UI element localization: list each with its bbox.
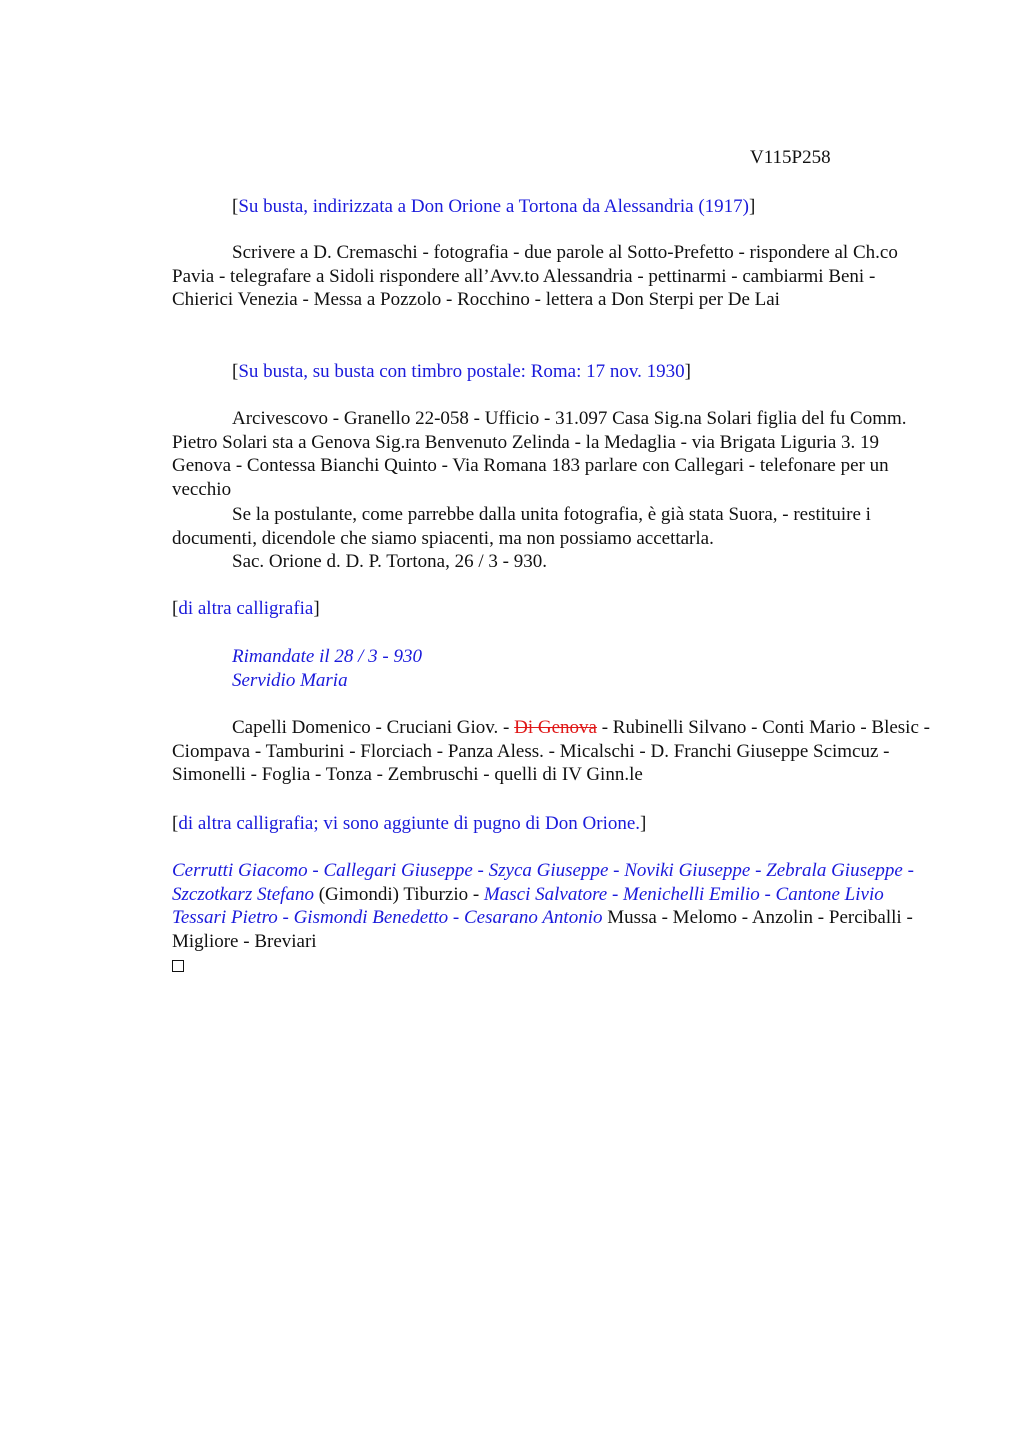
italic-return-date: Rimandate il 28 / 3 - 930 xyxy=(232,646,422,667)
paragraph-notes: Arcivescovo - Granello 22-058 - Ufficio - 31.097 Casa Sig.na Solari figlia del fu Comm. Pietro Solari sta a Genova Sig.ra Benvenuto Zelinda - la Medaglia - via Brigata Liguria 3. 19 Genova - Contessa Bianchi Quinto - Via Romana 183 parlare con Callegari - telefonare per un vecchio xyxy=(172,408,907,500)
struck-text: Di Genova xyxy=(514,717,597,738)
editorial-note-additions: [di altra calligrafia; vi sono aggiunte di pugno di Don Orione.] xyxy=(172,813,647,834)
paragraph-mixed-names: Cerrutti Giacomo - Callegari Giuseppe - Szyca Giuseppe - Noviki Giuseppe - Zebrala Giuseppe - Szczotkarz Stefano (Gimondi) Tiburzio - Masci Salvatore - Menichelli Emilio - Cantone Livio Tessari Pietro - Gismondi Benedetto - Cesarano Antonio Mussa - Melomo - Anzolin - Perciballi - Migliore - Breviari xyxy=(172,860,914,952)
signature-line: Sac. Orione d. D. P. Tortona, 26 / 3 - 930. xyxy=(232,551,547,572)
editorial-note-envelope-1917: [Su busta, indirizzata a Don Orione a Tortona da Alessandria (1917)] xyxy=(232,196,756,217)
paragraph-names-list: Capelli Domenico - Cruciani Giov. - Di Genova - Rubinelli Silvano - Conti Mario - Blesic - Ciompava - Tamburini - Florciach - Panza Aless. - Micalschi - D. Franchi Giuseppe Scimcuz - Simonelli - Foglia - Tonza - Zembruschi - quelli di IV Ginn.le xyxy=(172,717,930,786)
editorial-note-other-hand: [di altra calligrafia] xyxy=(172,598,320,619)
paragraph-postulant: Se la postulante, come parrebbe dalla unita fotografia, è già stata Suora, - restituire i documenti, dicendole che siamo spiacenti, ma non possiamo accettarla. xyxy=(172,504,871,549)
paragraph-errands: Scrivere a D. Cremaschi - fotografia - due parole al Sotto-Prefetto - rispondere al Ch.co Pavia - telegrafare a Sidoli rispondere all’Avv.to Alessandria - pettinarmi - cambiarmi Beni - Chierici Venezia - Messa a Pozzolo - Rocchino - lettera a Don Sterpi per De Lai xyxy=(172,242,898,311)
document-reference: V115P258 xyxy=(750,147,831,168)
italic-name: Servidio Maria xyxy=(232,670,348,691)
end-marker-square-icon xyxy=(172,955,932,979)
editorial-note-envelope-1930: [Su busta, su busta con timbro postale: Roma: 17 nov. 1930] xyxy=(232,361,691,382)
